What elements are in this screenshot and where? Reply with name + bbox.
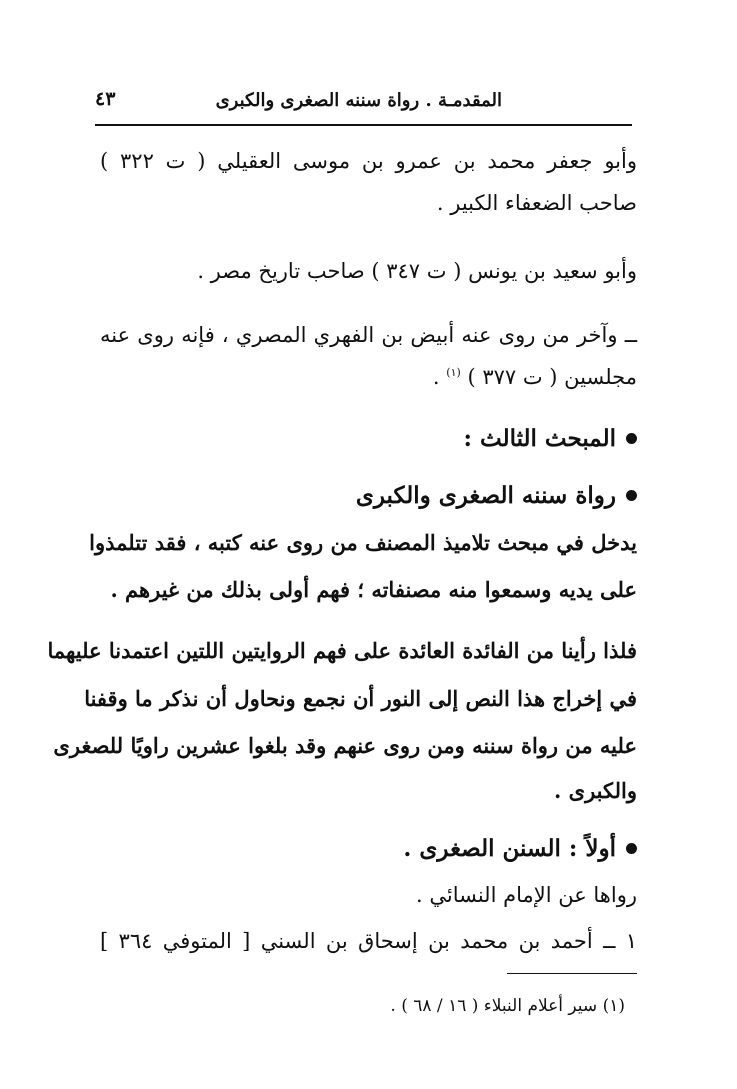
footnote-divider	[507, 973, 637, 974]
paragraph-line	[433, 362, 637, 392]
bullet-icon	[626, 843, 637, 854]
paragraph-line: في إخراج هذا النص إلى النور أن نجمع ونحاول أن نذكر ما وقفنا	[84, 686, 637, 711]
bullet-icon	[626, 490, 637, 501]
paragraph-line: وأبو جعفر محمد بن عمرو بن موسى العقيلي ( ت ٣٢٢ )	[100, 149, 637, 173]
section-heading	[463, 424, 637, 454]
heading-text: أولاً : السنن الصغرى .	[403, 835, 616, 862]
heading-text: المبحث الثالث :	[463, 425, 616, 452]
heading-text: رواة سننه الصغرى والكبرى	[355, 482, 616, 509]
page-header	[95, 86, 632, 116]
paragraph-line: على يديه وسمعوا منه مصنفاته ؛ فهم أولى بذلك من غيرهم .	[110, 577, 637, 602]
paragraph-line: فلذا رأينا من الفائدة العائدة على فهم الروايتين اللتين اعتمدنا عليهما	[47, 638, 637, 663]
running-title: المقدمـة . رواة سننه الصغرى والكبرى	[215, 90, 502, 111]
paragraph-line: ١ ــ أحمد بن محمد بن إسحاق بن السني [ المتوفي ٣٦٤ ]	[100, 929, 637, 953]
page-number: ٤٣	[95, 88, 116, 110]
section-heading	[403, 834, 637, 864]
paragraph-line: يدخل في مبحث تلاميذ المصنف من روى عنه كتبه ، فقد تتلمذوا	[89, 530, 637, 555]
footnote-reference[interactable]: (١)	[446, 366, 461, 379]
paragraph-line: رواها عن الإمام النسائي .	[416, 883, 637, 907]
header-divider	[95, 124, 632, 126]
paragraph-line: والكبرى .	[554, 778, 637, 803]
footnote: (١) سير أعلام النبلاء ( ١٦ / ٦٨ ) .	[390, 996, 625, 1016]
paragraph-line: صاحب الضعفاء الكبير .	[436, 191, 637, 215]
paragraph-line: عليه من رواة سننه ومن روى عنهم وقد بلغوا عشرين راويًا للصغرى	[53, 733, 637, 758]
paragraph-text: .	[432, 365, 440, 389]
section-heading	[356, 481, 637, 511]
bullet-icon	[626, 433, 637, 444]
paragraph-text: مجلسين ( ت ٣٧٧ )	[467, 365, 637, 389]
paragraph-line: ــ وآخر من روى عنه أبيض بن الفهري المصري ، فإنه روى عنه	[100, 323, 637, 347]
paragraph-line: وأبو سعيد بن يونس ( ت ٣٤٧ ) صاحب تاريخ مصر .	[197, 259, 637, 283]
